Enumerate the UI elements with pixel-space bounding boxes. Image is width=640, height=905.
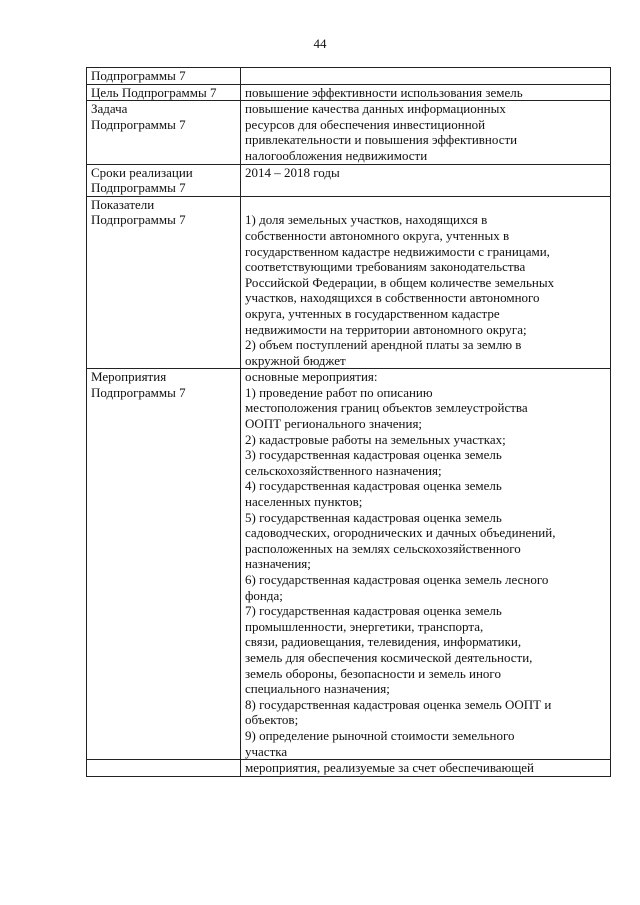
row-value-line: недвижимости на территории автономного округа; [245,321,527,337]
row-value-line: 5) государственная кадастровая оценка земель [245,509,502,525]
page-number: 44 [313,36,327,51]
row-value-cell [241,101,611,164]
row-label-line: Задача [91,101,128,117]
row-value-line: населенных пунктов; [245,494,363,510]
row-value-line: мероприятия, реализуемые за счет обеспечивающей [245,760,535,776]
empty-cell-spacer [91,760,237,776]
row-value-line: привлекательности и повышения эффективности [245,132,518,148]
empty-cell-spacer [245,68,607,84]
row-value-line: 8) государственная кадастровая оценка земель ООПТ и [245,696,552,712]
row-value-line: местоположения границ объектов землеустройства [245,400,528,416]
row-value-line: земель обороны, безопасности и земель иного [245,665,501,681]
row-value-line: специального назначения; [245,681,390,697]
table-row [87,196,611,369]
row-value-line: повышение эффективности использования земель [245,84,523,100]
row-label-cell [87,164,241,196]
row-value-line: 6) государственная кадастровая оценка земель лесного [245,572,549,587]
row-label-cell [87,101,241,164]
row-value-cell [241,84,611,101]
row-value-line: государственном кадастре недвижимости с границами, [245,243,550,259]
row-value-cell [241,164,611,196]
row-value-line: Российской Федерации, в общем количестве земельных [245,274,555,290]
row-value-line: повышение качества данных информационных [245,101,506,117]
row-value-line: 4) государственная кадастровая оценка земель [245,478,502,494]
row-value-line: расположенных на землях сельскохозяйственного [245,540,521,556]
table-row [87,369,611,760]
row-value-line: сельскохозяйственного назначения; [245,462,442,478]
row-value-line: ресурсов для обеспечения инвестиционной [245,116,486,132]
table-row [87,68,611,85]
row-value-line: 3) государственная кадастровая оценка земель [245,447,502,463]
row-value-line: 1) проведение работ по описанию [245,384,433,400]
row-label-line: Мероприятия [91,369,167,385]
row-value-cell [241,196,611,369]
row-label-cell [87,760,241,777]
row-value-line: объектов; [245,712,299,728]
row-value-line: 2) кадастровые работы на земельных участках; [245,431,506,447]
row-value-line: садоводческих, огороднических и дачных объединений, [245,525,556,541]
row-value-line: налогообложения недвижимости [245,147,428,163]
row-value-line: связи, радиовещания, телевидения, информатики, [245,634,522,650]
row-value-line: 7) государственная кадастровая оценка земель [245,603,502,619]
table-row [87,84,611,101]
row-value-line: основные мероприятия: [245,369,378,385]
row-label-cell [87,196,241,369]
row-label-cell [87,84,241,101]
empty-cell-spacer [245,197,607,213]
row-value-line: окружной бюджет [245,352,346,368]
row-value-line: промышленности, энергетики, транспорта, [245,618,484,634]
row-value-line: 1) доля земельных участков, находящихся в [245,212,488,228]
subprogram-passport-table [86,67,611,777]
row-value-line: округа, учтенных в государственном кадастре [245,305,500,321]
row-label-line: Сроки реализации [91,164,193,180]
row-value-cell [241,68,611,85]
row-label-line: Показатели [91,196,155,212]
row-value-line: участка [245,743,288,759]
row-value-line: 2) объем поступлений арендной платы за землю в [245,337,522,353]
row-value-line: земель для обеспечения космической деятельности, [245,649,533,665]
row-label-cell [87,369,241,760]
row-value-line: 9) определение рыночной стоимости земельного [245,727,515,743]
table-row [87,760,611,777]
row-label-line: Подпрограммы 7 [91,212,186,228]
row-label-cell [87,68,241,85]
row-value-line: участков, находящихся в собственности автономного [245,290,540,306]
table-row [87,101,611,164]
table-row [87,164,611,196]
row-value-line: назначения; [245,556,311,572]
row-label-line: Цель Подпрограммы 7 [91,84,217,100]
row-label-line: Подпрограммы 7 [91,116,186,132]
row-label-line: Подпрограммы 7 [91,68,186,83]
row-value-line: соответствующими требованиям законодательства [245,259,526,275]
row-value-line: 2014 – 2018 годы [245,164,340,180]
row-value-line: ООПТ регионального значения; [245,416,423,432]
row-value-cell [241,760,611,777]
row-value-line: фонда; [245,587,283,603]
row-label-line: Подпрограммы 7 [91,180,186,196]
row-value-line: собственности автономного округа, учтенных в [245,227,510,243]
row-value-cell [241,369,611,760]
row-label-line: Подпрограммы 7 [91,384,186,400]
